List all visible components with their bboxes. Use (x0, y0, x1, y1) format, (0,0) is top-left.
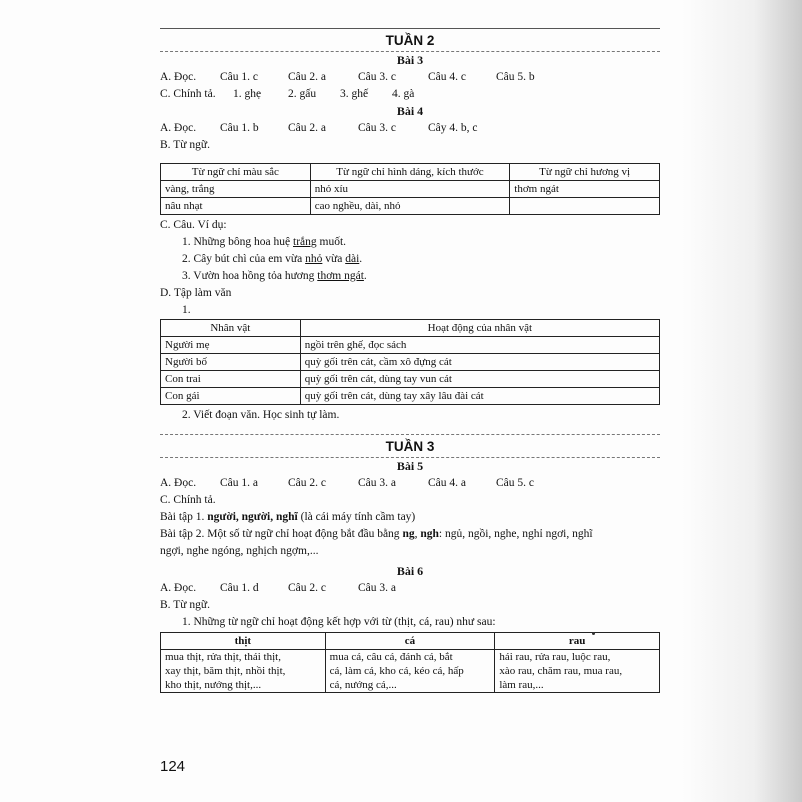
answer: Cây 4. b, c (428, 122, 478, 134)
sentence-text: 3. Vườn hoa hồng tỏa hương (182, 270, 318, 282)
table-row (161, 388, 660, 405)
answer: Câu 1. a (220, 477, 259, 489)
bold-answer: ngh (420, 528, 439, 540)
cell-line: cá, làm cá, kho cá, kéo cá, hấp (329, 665, 464, 677)
page-number: 124 (160, 758, 186, 775)
top-rule (160, 28, 660, 29)
bai6-intro: 1. Những từ ngữ chỉ hoạt động kết hợp với từ (thịt, cá, rau) như sau: (182, 616, 496, 628)
table-cell (510, 198, 660, 215)
answer-content (160, 28, 660, 695)
doc-label: A. Đọc. (160, 582, 197, 594)
answer: Câu 2. c (288, 582, 327, 594)
answer: Câu 4. a (428, 477, 467, 489)
exercise-label: Bài tập 2. Một số từ ngữ chỉ hoạt động bắt đầu bằng (160, 528, 403, 540)
table-header-row (161, 164, 660, 181)
cau-example-3 (160, 268, 660, 285)
answer: Câu 1. d (220, 582, 259, 594)
answer: 4. gà (392, 88, 415, 100)
answer: Câu 3. a (358, 582, 397, 594)
table-cell: nhỏ xíu (310, 181, 510, 198)
sentence-text: muốt. (316, 236, 347, 248)
answer: Câu 3. c (358, 122, 397, 134)
answer: Câu 5. c (496, 477, 535, 489)
bai5-title: Bài 5 (396, 459, 424, 473)
table-row (161, 337, 660, 354)
cau-example-2 (160, 251, 660, 268)
table-cell (325, 650, 495, 693)
cell-line: mua cá, câu cá, đánh cá, bắt (329, 651, 453, 663)
table-cell: Người bố (161, 354, 301, 371)
cell-line: xay thịt, băm thịt, nhồi thịt, (165, 665, 286, 677)
exercise-note: (là cái máy tính cầm tay) (297, 511, 416, 523)
underlined-word: nhỏ (305, 253, 323, 265)
sentence-text: 1. Những bông hoa huệ (182, 236, 293, 248)
cell-line: làm rau,... (499, 679, 544, 691)
tlv-table (160, 319, 660, 405)
answer: 2. gấu (288, 88, 317, 100)
doc-label: A. Đọc. (160, 71, 197, 83)
tlv-item-1: 1. (182, 304, 191, 316)
table-header: thịt (161, 633, 326, 650)
page-edge-shadow (682, 0, 802, 802)
table-header-row (161, 320, 660, 337)
table-header-row (161, 633, 660, 650)
table-row (161, 371, 660, 388)
answer: Câu 1. c (220, 71, 259, 83)
table-cell: Con trai (161, 371, 301, 388)
table-row (161, 354, 660, 371)
underlined-word: trắng (293, 236, 317, 248)
doc-label: A. Đọc. (160, 122, 197, 134)
bai3-chinhta-row (160, 86, 660, 103)
cell-line: hái rau, rửa rau, luộc rau, (499, 651, 611, 663)
table-header: Từ ngữ chỉ hương vị (510, 164, 660, 181)
table-header: Hoạt động của nhân vật (300, 320, 659, 337)
exercise-label: Bài tập 1. (160, 511, 208, 523)
answer: Câu 2. c (288, 477, 327, 489)
table-row (161, 650, 660, 693)
cell-line: xào rau, chăm rau, mua rau, (499, 665, 623, 677)
bai5-doc-row (160, 475, 660, 492)
table-cell (161, 650, 326, 693)
table-cell: quỳ gối trên cát, cầm xô đựng cát (300, 354, 659, 371)
bai4-word-table (160, 163, 660, 215)
table-header: cá (325, 633, 495, 650)
table-cell: thơm ngát (510, 181, 660, 198)
week3-top-rule (160, 434, 660, 435)
table-cell: ngồi trên ghế, đọc sách (300, 337, 659, 354)
table-cell: Người mẹ (161, 337, 301, 354)
table-header: Từ ngữ chỉ màu sắc (161, 164, 311, 181)
bai4-tungu-label: B. Từ ngữ. (160, 139, 210, 151)
bai6-tungu-label: B. Từ ngữ. (160, 599, 210, 611)
sentence-text: . (363, 270, 367, 282)
cau-label: C. Câu. Ví dụ: (160, 219, 227, 231)
cell-line: mua thịt, rửa thịt, thái thịt, (165, 651, 281, 663)
bold-answer: ng (402, 528, 415, 540)
separator: , (414, 528, 421, 540)
cau-example-1 (160, 234, 660, 251)
table-cell: Con gái (161, 388, 301, 405)
bai3-title: Bài 3 (396, 53, 424, 67)
bai3-doc-row (160, 69, 660, 86)
bai6-word-table (160, 632, 660, 693)
table-row (161, 181, 660, 198)
answer: 3. ghế (340, 88, 369, 100)
answer: Câu 3. c (358, 71, 397, 83)
bai5-chinhta-label: C. Chính tả. (160, 494, 216, 506)
bai4-doc-row (160, 120, 660, 137)
answer: 1. ghẹ (233, 88, 262, 100)
bold-answer: người, người, nghĩ (207, 511, 298, 523)
tlv-label: D. Tập làm văn (160, 287, 232, 299)
bai5-baitap-2 (160, 526, 660, 543)
sentence-text: vừa (322, 253, 346, 265)
answer: Câu 2. a (288, 71, 327, 83)
table-cell: quỳ gối trên cát, dùng tay vun cát (300, 371, 659, 388)
bai6-title: Bài 6 (396, 564, 424, 578)
underlined-word: dài (345, 253, 360, 265)
chinhta-label: C. Chính tả. (160, 88, 216, 100)
table-header: rau (495, 633, 660, 650)
table-row (161, 198, 660, 215)
table-header: Từ ngữ chỉ hình dáng, kích thước (310, 164, 510, 181)
sentence-text: 2. Cây bút chì của em vừa (182, 253, 306, 265)
doc-label: A. Đọc. (160, 477, 197, 489)
tlv-item-2: 2. Viết đoạn văn. Học sinh tự làm. (182, 409, 340, 421)
bai6-doc-row (160, 580, 660, 597)
answer: Câu 4. c (428, 71, 467, 83)
answer: Câu 1. b (220, 122, 259, 134)
exercise-answers: : ngủ, ngồi, nghe, nghỉ ngơi, nghĩ (438, 528, 593, 540)
bai5-baitap-2-line2: ngợi, nghe ngóng, nghịch ngợm,... (160, 545, 319, 557)
answer: Câu 3. a (358, 477, 397, 489)
bai4-title: Bài 4 (396, 104, 424, 118)
week2-title: TUẦN 2 (385, 33, 435, 48)
week3-title: TUẦN 3 (385, 439, 435, 454)
table-cell: cao nghều, dài, nhỏ (310, 198, 510, 215)
cell-line: cá, nướng cá,... (329, 679, 397, 691)
cell-line: kho thịt, nướng thịt,... (165, 679, 262, 691)
table-cell: quỳ gối trên cát, dùng tay xây lâu đài cát (300, 388, 659, 405)
sentence-text: . (359, 253, 363, 265)
answer: Câu 5. b (496, 71, 535, 83)
table-cell: nâu nhạt (161, 198, 311, 215)
bai5-baitap-1 (160, 509, 660, 526)
answer: Câu 2. a (288, 122, 327, 134)
underlined-word: thơm ngát (317, 270, 364, 282)
ink-dot (592, 632, 595, 635)
table-cell (495, 650, 660, 693)
table-cell: vàng, trắng (161, 181, 311, 198)
table-header: Nhân vật (161, 320, 301, 337)
